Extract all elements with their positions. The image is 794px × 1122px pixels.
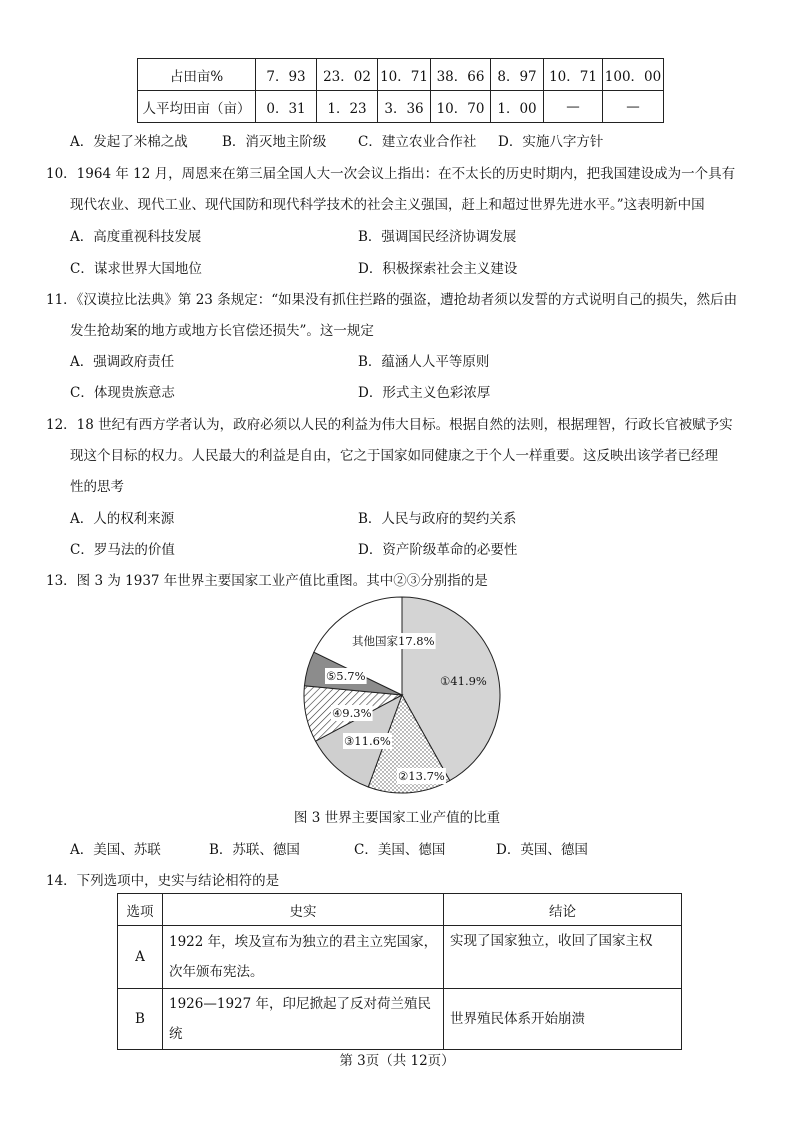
table-cell: 8．97 — [491, 59, 544, 91]
row-a-fact-line2: 次年颁布宪法。 — [169, 964, 264, 980]
table-cell: — — [603, 91, 664, 123]
table-cell: 3．36 — [378, 91, 431, 123]
pie-slice-label: 其他国家17.8% — [352, 634, 435, 648]
table-cell: — — [544, 91, 603, 123]
q11-option-c: C．体现贵族意志 — [70, 385, 175, 401]
row-b-fact: 1926—1927 年，印尼掀起了反对荷兰殖民统 — [163, 989, 444, 1050]
q11-stem-line2: 发生抢劫案的地方或地方长官偿还损失”。这一规定 — [70, 323, 374, 339]
row-a-option: A — [118, 926, 163, 989]
row-a-fact — [163, 926, 444, 989]
header-fact: 史实 — [163, 894, 444, 926]
q13-option-d: D．英国、德国 — [496, 842, 588, 858]
q13-option-a: A．美国、苏联 — [70, 842, 161, 858]
q11-stem-line1: 11．《汉谟拉比法典》第 23 条规定：“如果没有抓住拦路的强盗，遭抢劫者须以发誓的方式说明自己的损失，然后由 — [46, 292, 738, 308]
q9-option-a: A．发起了米棉之战 — [70, 134, 188, 150]
table-row — [138, 59, 664, 91]
row-a-fact-line1: 1922 年，埃及宣布为独立的君主立宪国家， — [169, 934, 438, 950]
q11-option-a: A．强调政府责任 — [70, 354, 175, 370]
q9-option-b: B．消灭地主阶级 — [222, 134, 327, 150]
q12-option-d: D．资产阶级革命的必要性 — [358, 542, 518, 558]
q11-option-d: D．形式主义色彩浓厚 — [358, 385, 491, 401]
table-cell: 100．00 — [603, 59, 664, 91]
q12-stem-line3: 性的思考 — [70, 479, 124, 495]
q10-option-b: B．强调国民经济协调发展 — [358, 229, 517, 245]
table-cell: 0．31 — [256, 91, 317, 123]
q10-option-a: A．高度重视科技发展 — [70, 229, 202, 245]
q12-stem-line1: 12．18 世纪有西方学者认为，政府必须以人民的利益为伟大目标。根据自然的法则，根据理智，行政长官被赋予实 — [46, 417, 733, 433]
facts-table — [117, 893, 682, 1050]
header-conclusion: 结论 — [444, 894, 682, 926]
table-cell: 10．70 — [431, 91, 491, 123]
header-option: 选项 — [118, 894, 163, 926]
q11-option-b: B．蕴涵人人平等原则 — [358, 354, 490, 370]
row-b-conclusion: 世界殖民体系开始崩溃 — [444, 989, 682, 1050]
q12-stem-line2: 现这个目标的权力。人民最大的利益是自由，它之于国家如同健康之于个人一样重要。这反映出该学者已经理 — [70, 448, 718, 464]
row-label: 占田亩% — [138, 59, 256, 91]
q13-option-c: C．美国、德国 — [354, 842, 446, 858]
table-row — [138, 91, 664, 123]
q9-option-d: D．实施八字方针 — [498, 134, 604, 150]
pie-slice-label: ③11.6% — [344, 734, 391, 748]
q14-stem-line1: 14．下列选项中，史实与结论相符的是 — [46, 873, 280, 889]
q13-stem-line1: 13．图 3 为 1937 年世界主要国家工业产值比重图。其中②③分别指的是 — [46, 573, 488, 589]
q10-stem-line1: 10．1964 年 12 月，周恩来在第三届全国人大一次会议上指出：在不太长的历史时期内，把我国建设成为一个具有 — [46, 166, 736, 182]
q12-option-c: C．罗马法的价值 — [70, 542, 175, 558]
q9-option-c: C．建立农业合作社 — [358, 134, 477, 150]
table-row — [118, 926, 682, 989]
pie-slice-label: ①41.9% — [440, 674, 487, 688]
page-footer: 第 3页（共 12页） — [339, 1053, 455, 1069]
table-cell: 7．93 — [256, 59, 317, 91]
table-cell: 10．71 — [378, 59, 431, 91]
table-header-row — [118, 894, 682, 926]
pie-slice-label: ②13.7% — [398, 769, 445, 783]
table-cell: 23．02 — [317, 59, 378, 91]
row-b-option: B — [118, 989, 163, 1050]
pie-slice-label: ⑤5.7% — [326, 669, 366, 683]
table-cell: 1．23 — [317, 91, 378, 123]
q12-option-b: B．人民与政府的契约关系 — [358, 511, 517, 527]
q10-stem-line2: 现代农业、现代工业、现代国防和现代科学技术的社会主义强国，赶上和超过世界先进水平。”这表明新中国 — [70, 197, 705, 213]
q10-option-d: D．积极探索社会主义建设 — [358, 261, 518, 277]
chart-caption: 图 3 世界主要国家工业产值的比重 — [293, 810, 501, 826]
table-cell: 10．71 — [544, 59, 603, 91]
table-row — [118, 989, 682, 1050]
q10-option-c: C．谋求世界大国地位 — [70, 261, 202, 277]
pie-slice-label: ④9.3% — [332, 706, 372, 720]
pie-chart — [280, 593, 520, 798]
q13-option-b: B．苏联、德国 — [209, 842, 300, 858]
row-a-conclusion: 实现了国家独立，收回了国家主权 — [444, 926, 682, 989]
table-cell: 1．00 — [491, 91, 544, 123]
row-label: 人平均田亩（亩） — [138, 91, 256, 123]
table-cell: 38．66 — [431, 59, 491, 91]
q12-option-a: A．人的权利来源 — [70, 511, 175, 527]
land-table — [137, 58, 664, 123]
